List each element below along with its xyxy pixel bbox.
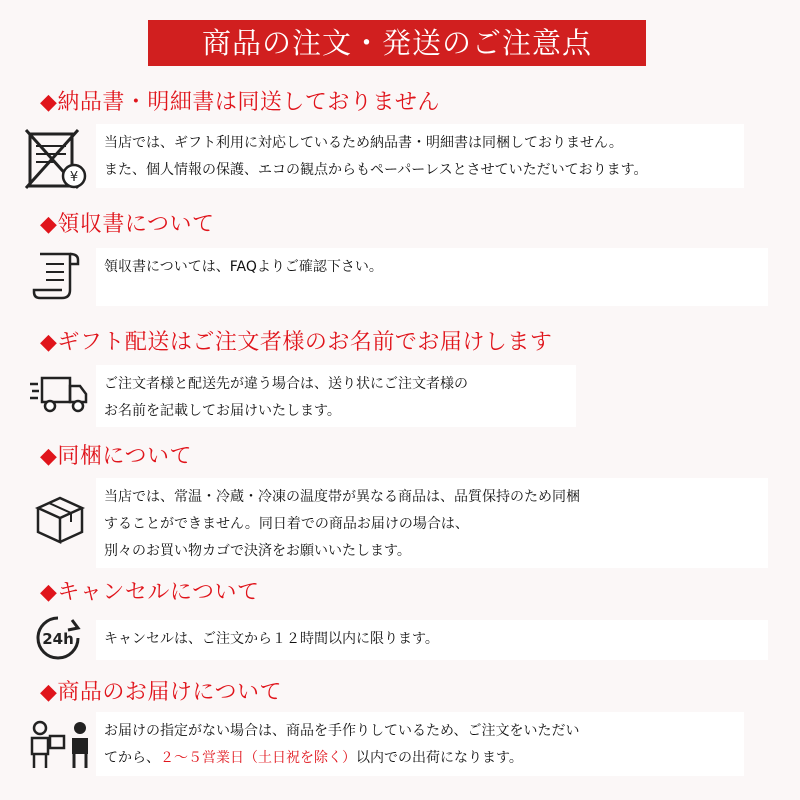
no-invoice-icon [24, 128, 90, 194]
shipping-days-highlight: ２～５営業日（土日祝を除く） [160, 750, 356, 766]
page-title: 商品の注文・発送のご注意点 [148, 20, 646, 66]
product-delivery-line-2 [104, 745, 738, 772]
bundling-line-1: 当店では、常温・冷蔵・冷凍の温度帯が異なる商品は、品質保持のため同梱 [104, 489, 580, 505]
product-delivery-line-2-pre: てから、 [104, 750, 160, 766]
no-invoice-line-1: 当店では、ギフト利用に対応しているため納品書・明細書は同梱しておりません。 [104, 135, 623, 151]
receipt-text [96, 248, 768, 306]
24h-label: 24h [42, 630, 74, 648]
svg-text:¥: ¥ [69, 170, 79, 185]
package-box-icon [34, 494, 86, 548]
receipt-line-1: 領収書については、FAQよりご確認下さい。 [104, 259, 383, 275]
heading-product-delivery: ◆商品のお届けについて [40, 680, 282, 705]
delivery-truck-icon [30, 372, 90, 420]
heading-cancel: ◆キャンセルについて [40, 580, 260, 605]
product-delivery-line-2-post: 以内での出荷になります。 [356, 750, 523, 766]
receipt-icon [32, 250, 82, 306]
no-invoice-text [96, 124, 744, 188]
gift-delivery-line-1: ご注文者様と配送先が違う場合は、送り状にご注文者様の [104, 376, 468, 392]
gift-delivery-text [96, 365, 576, 427]
heading-bundling: ◆同梱について [40, 444, 192, 469]
heading-no-invoice: ◆納品書・明細書は同送しておりません [40, 90, 440, 115]
bundling-line-2: することができません。同日着での商品お届けの場合は、 [104, 516, 469, 532]
cancel-line-1: キャンセルは、ご注文から１２時間以内に限ります。 [104, 631, 439, 647]
no-invoice-line-2: また、個人情報の保護、エコの観点からもペーパーレスとさせていただいております。 [104, 162, 648, 178]
24h-clock-icon [34, 614, 82, 666]
heading-receipt: ◆領収書について [40, 212, 215, 237]
cancel-text [96, 620, 768, 660]
heading-gift-delivery: ◆ギフト配送はご注文者様のお名前でお届けします [40, 330, 553, 355]
product-delivery-line-1: お届けの指定がない場合は、商品を手作りしているため、ご注文をいただい [104, 723, 580, 739]
gift-delivery-line-2: お名前を記載してお届けいたします。 [104, 403, 341, 419]
bundling-text [96, 478, 768, 568]
product-delivery-text [96, 712, 744, 776]
bundling-line-3: 別々のお買い物カゴで決済をお願いいたします。 [104, 543, 411, 559]
courier-delivery-icon [26, 718, 92, 774]
